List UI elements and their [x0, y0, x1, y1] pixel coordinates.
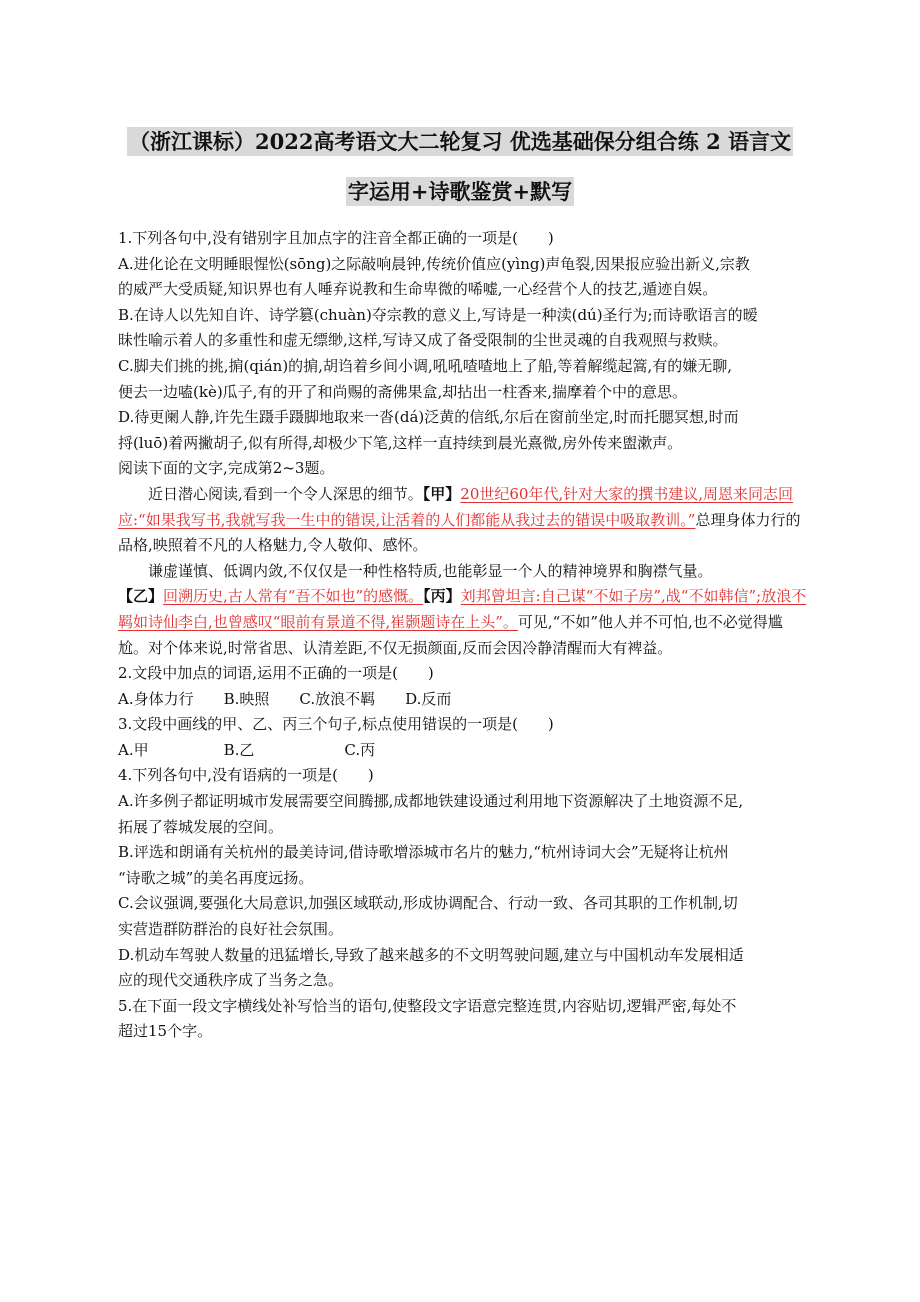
question-3-options: A.甲 B.乙 C.丙 — [118, 740, 376, 759]
question-2-stem: 2.文段中加点的词语,运用不正确的一项是( ) — [118, 664, 434, 683]
question-1-option-d: D.待更阑人静,许先生蹑手蹑脚地取来一沓(dá)泛黄的信纸,尔后在窗前坐定,时而托腮冥想,时而 捋(luō)着两撇胡子,似有所得,却极少下笔,这样一直持续到晨光熹微,房外传来盥漱声。 — [118, 408, 739, 452]
question-1-option-a: A.进化论在文明睡眼惺忪(sōng)之际敲响晨钟,传统价值应(yìng)声龟裂,因果报应验出新义,宗教 的威严大受质疑,知识界也有人唾弃说教和生命卑微的唏嘘,一心经营个人的技艺,遁迹自娱。 — [118, 254, 750, 299]
underlined-sentence-bing: 刘邦曾坦言:自己谋“不如子房”,战“不如韩信”;放浪不羁如诗仙李白,也曾感叹“眼前有景道不得,崔颢题诗在上头”。 — [118, 587, 807, 631]
document-title-line-1: （浙江课标）2022高考语文大二轮复习 优选基础保分组合练 2 语言文 — [129, 129, 791, 154]
marker-bing: 【丙】 — [423, 587, 461, 606]
underlined-sentence-yi: 回溯历史,古人常有“吾不如也”的感慨。 — [163, 587, 424, 606]
passage-paragraph-3: 【乙】回溯历史,古人常有“吾不如也”的感慨。【丙】刘邦曾坦言:自己谋“不如子房”,战“不如韩信”;放浪不羁如诗仙李白,也曾感叹“眼前有景道不得,崔颢题诗在上头”。可见,“不如”他人并不可怕,也不必觉得尴尬。对个体来说,时常省思、认清差距,不仅无损颜面,反而会因冷静清醒而大有裨益。 — [118, 587, 807, 657]
passage-paragraph-2: 谦虚谨慎、低调内敛,不仅仅是一种性格特质,也能彰显一个人的精神境界和胸襟气量。 — [148, 561, 713, 580]
question-4-option-a: A.许多例子都证明城市发展需要空间腾挪,成都地铁建设通过利用地下资源解决了土地资源不足, 拓展了蓉城发展的空间。 — [118, 792, 744, 836]
question-4-option-d: D.机动车驾驶人数量的迅猛增长,导致了越来越多的不文明驾驶问题,建立与中国机动车发展相适 应的现代交通秩序成了当务之急。 — [118, 945, 744, 990]
underlined-sentence-jia: 20世纪60年代,针对大家的撰书建议,周恩来同志回应:“如果我写书,我就写我一生中的错误,让活着的人们都能从我过去的错误中吸取教训。” — [118, 484, 794, 529]
question-1-option-c: C.脚夫们挑的挑,掮(qián)的掮,胡诌着乡间小调,吼吼喳喳地上了船,等着解缆起篙,有的嫌无聊, 便去一边嗑(kè)瓜子,有的开了和尚赐的斋佛果盒,却拈出一柱香来,揣摩着个中的意思。 — [118, 356, 733, 401]
marker-jia: 【甲】 — [422, 484, 461, 503]
document-title-line-2: 字运用+诗歌鉴赏+默写 — [347, 179, 573, 204]
question-1-option-b: B.在诗人以先知自许、诗学篡(chuàn)夺宗教的意义上,写诗是一种渎(dú)圣行为;而诗歌语言的暧 昧性喻示着人的多重性和虚无缥缈,这样,写诗又成了备受限制的尘世灵魂的自我观照与救赎。 — [118, 305, 758, 350]
question-3-stem: 3.文段中画线的甲、乙、丙三个句子,标点使用错误的一项是( ) — [118, 715, 554, 734]
question-1-stem: 1.下列各句中,没有错别字且加点字的注音全都正确的一项是( ) — [118, 229, 554, 247]
question-5-stem: 5.在下面一段文字横线处补写恰当的语句,使整段文字语意完整连贯,内容贴切,逻辑严密,每处不 超过15个字。 — [118, 996, 737, 1041]
passage-paragraph-1: 近日潜心阅读,看到一个令人深思的细节。【甲】20世纪60年代,针对大家的撰书建议,周恩来同志回应:“如果我写书,我就写我一生中的错误,让活着的人们都能从我过去的错误中吸取教训。”总理身体力行的品格,映照着不凡的人格魅力,令人敬仰、感怀。 — [118, 484, 801, 555]
question-4-option-b: B.评选和朗诵有关杭州的最美诗词,借诗歌增添城市名片的魅力,“杭州诗词大会”无疑将让杭州 “诗歌之城”的美名再度远扬。 — [118, 843, 729, 887]
question-4-stem: 4.下列各句中,没有语病的一项是( ) — [118, 766, 374, 785]
question-4-option-c: C.会议强调,要强化大局意识,加强区域联动,形成协调配合、行动一致、各司其职的工作机制,切 实营造群防群治的良好社会氛围。 — [118, 894, 738, 939]
question-2-options: A.身体力行 B.映照 C.放浪不羁 D.反而 — [118, 689, 452, 708]
document-body — [118, 226, 808, 1045]
marker-yi: 【乙】 — [118, 587, 164, 606]
passage-intro: 阅读下面的文字,完成第2~3题。 — [118, 459, 335, 478]
